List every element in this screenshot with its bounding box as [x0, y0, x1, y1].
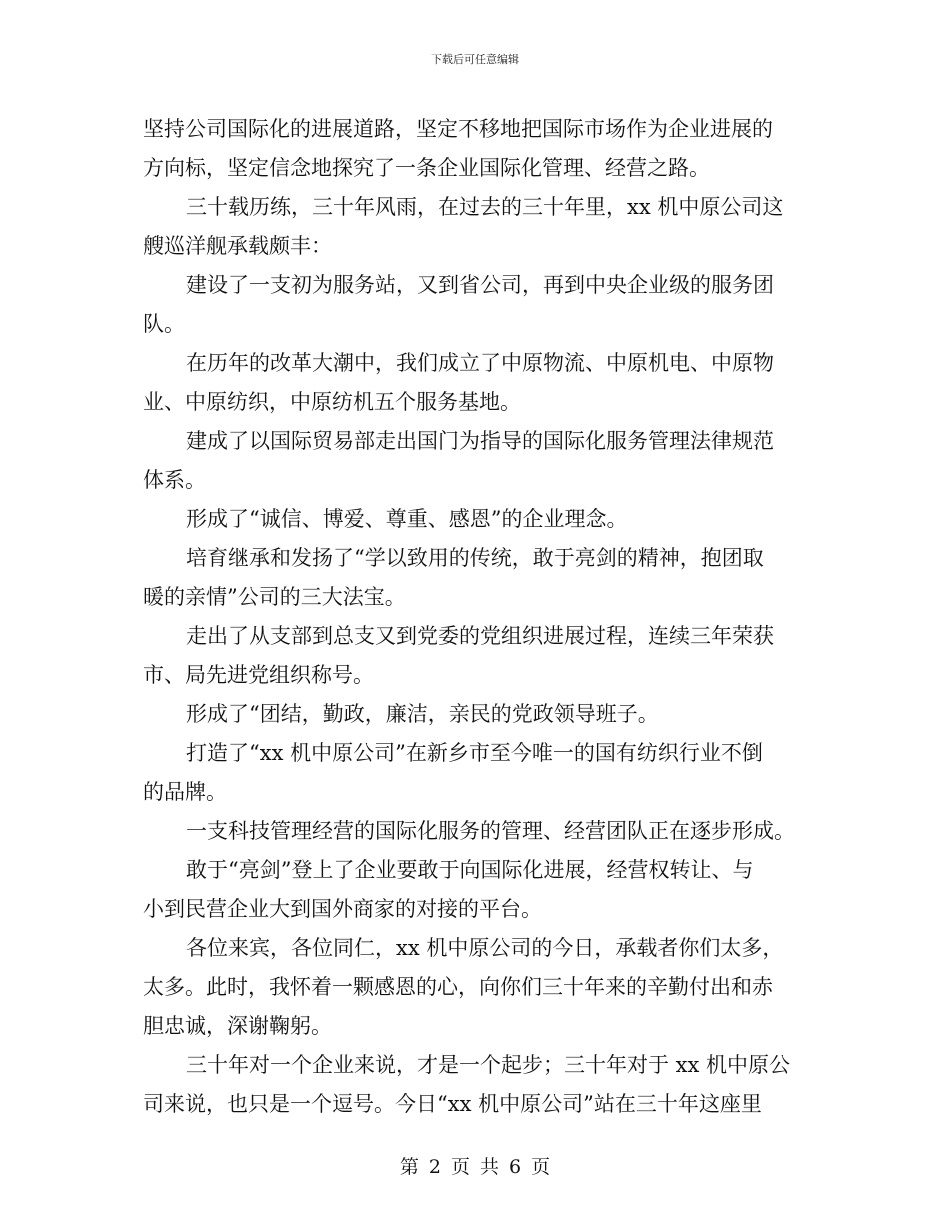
paragraph — [143, 851, 823, 929]
page-number: 第 2 页 共 6 页 — [399, 1156, 551, 1178]
paragraph — [143, 266, 823, 344]
text-line: 艘巡洋舰承载颇丰： — [143, 234, 332, 258]
text-line: 打造了“xx 机中原公司”在新乡市至今唯一的国有纺织行业不倒 — [186, 741, 763, 765]
text-line: 建设了一支初为服务站，又到省公司，再到中央企业级的服务团 — [186, 273, 774, 297]
text-line: 各位来宾，各位同仁，xx 机中原公司的今日，承载者你们太多， — [186, 936, 784, 960]
text-line: 暖的亲情”公司的三大法宝。 — [143, 585, 406, 609]
text-line: 一支科技管理经营的国际化服务的管理、经营团队正在逐步形成。 — [186, 819, 795, 843]
paragraph — [143, 422, 823, 500]
text-line: 三十年对一个企业来说，才是一个起步；三十年对于 xx 机中原公 — [186, 1053, 791, 1077]
text-line: 培育继承和发扬了“学以致用的传统，敢于亮剑的精神，抱团取 — [186, 546, 764, 570]
text-line: 在历年的改革大潮中，我们成立了中原物流、中原机电、中原物 — [186, 351, 774, 375]
paragraph — [143, 110, 823, 188]
text-line: 胆忠诚，深谢鞠躬。 — [143, 1014, 332, 1038]
page-header: 下载后可任意编辑 — [431, 53, 519, 66]
paragraph — [143, 929, 823, 1046]
text-line: 三十载历练，三十年风雨，在过去的三十年里，xx 机中原公司这 — [186, 195, 784, 219]
text-line: 方向标，坚定信念地探究了一条企业国际化管理、经营之路。 — [143, 156, 710, 180]
paragraph — [143, 539, 823, 617]
text-line: 小到民营企业大到国外商家的对接的平台。 — [143, 897, 542, 921]
paragraph — [143, 695, 823, 734]
text-line: 队。 — [143, 312, 185, 336]
text-line: 坚持公司国际化的进展道路，坚定不移地把国际市场作为企业进展的 — [143, 117, 773, 141]
paragraph — [143, 188, 823, 266]
text-line: 市、局先进党组织称号。 — [143, 663, 374, 687]
paragraph — [143, 734, 823, 812]
text-line: 的品牌。 — [143, 780, 227, 804]
text-line: 体系。 — [143, 468, 206, 492]
text-line: 太多。此时，我怀着一颗感恩的心，向你们三十年来的辛勤付出和赤 — [143, 975, 773, 999]
document-body — [143, 110, 823, 1124]
text-line: 司来说，也只是一个逗号。今日“xx 机中原公司”站在三十年这座里 — [143, 1092, 762, 1116]
paragraph — [143, 1046, 823, 1124]
text-line: 建成了以国际贸易部走出国门为指导的国际化服务管理法律规范 — [186, 429, 774, 453]
text-line: 形成了“团结，勤政，廉洁，亲民的党政领导班子。 — [186, 702, 659, 726]
text-line: 敢于“亮剑”登上了企业要敢于向国际化进展，经营权转让、与 — [186, 858, 754, 882]
paragraph — [143, 812, 823, 851]
paragraph — [143, 617, 823, 695]
text-line: 业、中原纺织，中原纺机五个服务基地。 — [143, 390, 521, 414]
paragraph — [143, 344, 823, 422]
text-line: 形成了“诚信、博爱、尊重、感恩”的企业理念。 — [186, 507, 628, 531]
paragraph — [143, 500, 823, 539]
text-line: 走出了从支部到总支又到党委的党组织进展过程，连续三年荣获 — [186, 624, 774, 648]
